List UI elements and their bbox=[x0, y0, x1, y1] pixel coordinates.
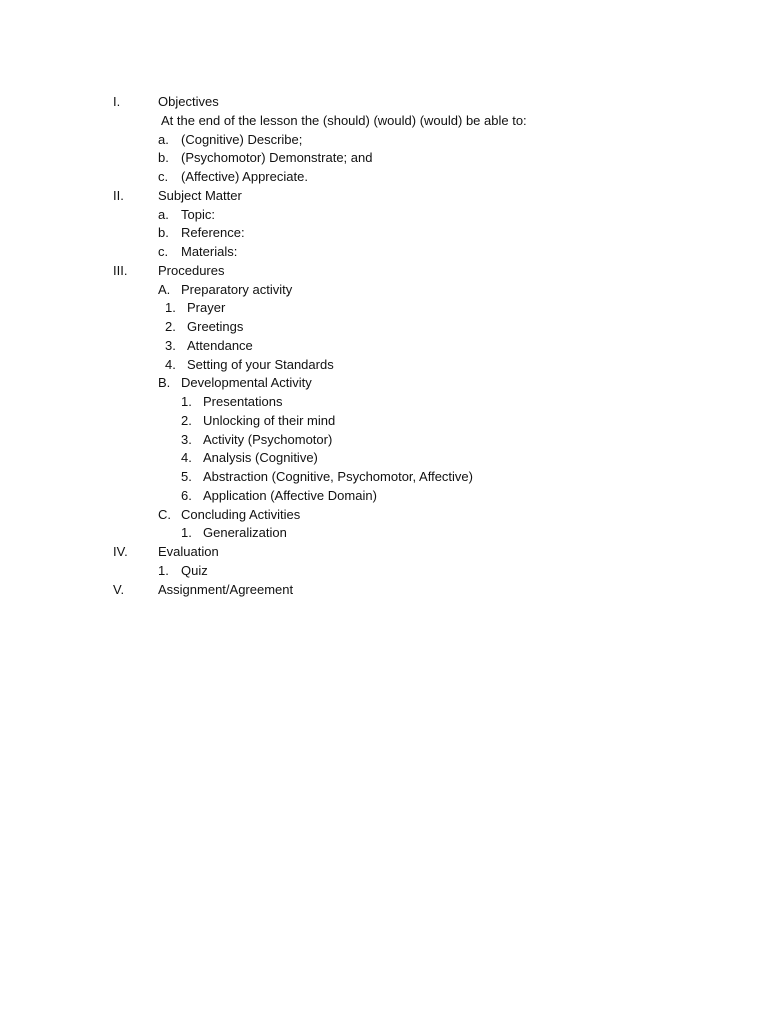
list-marker: A. bbox=[158, 282, 171, 297]
objectives-intro: At the end of the lesson the (should) (would) (would) be able to: bbox=[161, 113, 527, 128]
list-item-text: Application (Affective Domain) bbox=[203, 488, 377, 503]
list-item-text: Reference: bbox=[181, 225, 245, 240]
list-item-text: (Psychomotor) Demonstrate; and bbox=[181, 150, 373, 165]
section-title: Subject Matter bbox=[158, 188, 242, 203]
list-marker: 4. bbox=[165, 357, 176, 372]
list-item-text: Prayer bbox=[187, 300, 226, 315]
list-item-text: (Affective) Appreciate. bbox=[181, 169, 308, 184]
list-item-text: Topic: bbox=[181, 207, 215, 222]
list-marker: a. bbox=[158, 207, 169, 222]
section-title: Objectives bbox=[158, 94, 219, 109]
list-marker: 4. bbox=[181, 450, 192, 465]
section-title: Assignment/Agreement bbox=[158, 582, 294, 597]
section-number: IV. bbox=[113, 544, 128, 559]
list-marker: 2. bbox=[181, 413, 192, 428]
list-marker: B. bbox=[158, 375, 171, 390]
list-marker: 1. bbox=[158, 563, 169, 578]
list-item-text: Unlocking of their mind bbox=[203, 413, 336, 428]
list-marker: 6. bbox=[181, 488, 192, 503]
list-item-text: Attendance bbox=[187, 338, 253, 353]
list-marker: 3. bbox=[181, 432, 192, 447]
list-marker: c. bbox=[158, 244, 169, 259]
section-number: III. bbox=[113, 263, 128, 278]
list-marker: 3. bbox=[165, 338, 176, 353]
list-marker: b. bbox=[158, 150, 169, 165]
list-item-text: Greetings bbox=[187, 319, 244, 334]
section-number: V. bbox=[113, 582, 125, 597]
list-item-text: Presentations bbox=[203, 394, 283, 409]
list-item-text: Activity (Psychomotor) bbox=[203, 432, 333, 447]
section-number: I. bbox=[113, 94, 121, 109]
subsection-title: Concluding Activities bbox=[181, 507, 301, 522]
list-item-text: Abstraction (Cognitive, Psychomotor, Affective) bbox=[203, 469, 473, 484]
list-marker: 5. bbox=[181, 469, 192, 484]
section-title: Evaluation bbox=[158, 544, 219, 559]
list-marker: c. bbox=[158, 169, 169, 184]
list-item-text: Generalization bbox=[203, 525, 287, 540]
list-item-text: Materials: bbox=[181, 244, 238, 259]
subsection-title: Preparatory activity bbox=[181, 282, 293, 297]
list-marker: 1. bbox=[181, 394, 192, 409]
list-item-text: Analysis (Cognitive) bbox=[203, 450, 318, 465]
list-marker: 2. bbox=[165, 319, 176, 334]
list-marker: a. bbox=[158, 132, 169, 147]
list-item-text: (Cognitive) Describe; bbox=[181, 132, 303, 147]
section-number: II. bbox=[113, 188, 124, 203]
list-marker: 1. bbox=[165, 300, 176, 315]
subsection-title: Developmental Activity bbox=[181, 375, 312, 390]
list-marker: C. bbox=[158, 507, 171, 522]
list-item-text: Setting of your Standards bbox=[187, 357, 334, 372]
list-item-text: Quiz bbox=[181, 563, 208, 578]
list-marker: b. bbox=[158, 225, 169, 240]
list-marker: 1. bbox=[181, 525, 192, 540]
section-title: Procedures bbox=[158, 263, 225, 278]
